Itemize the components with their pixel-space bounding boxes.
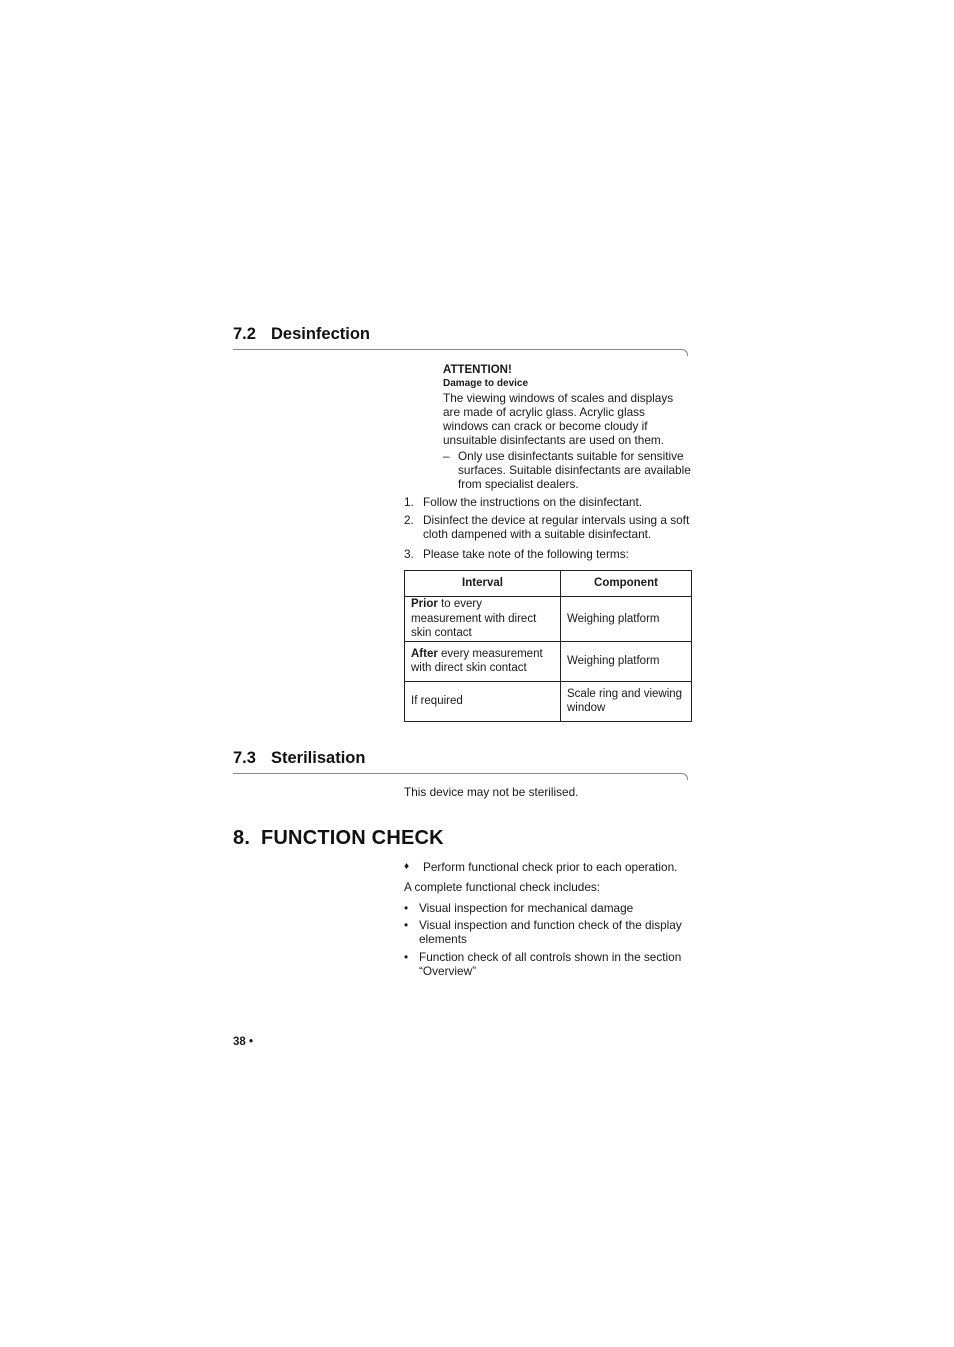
- page-number: 38 •: [233, 1036, 254, 1048]
- list-item-text: Visual inspection and function check of the display elements: [419, 918, 682, 946]
- interval-rest: every measurement with direct skin contact: [411, 647, 543, 674]
- function-check-intro: A complete functional check includes:: [404, 880, 601, 894]
- list-item: [404, 918, 694, 946]
- interval-rest: If required: [411, 694, 463, 707]
- dash-text: Only use disinfectants suitable for sensitive surfaces. Suitable disinfectants are available from specialist dealers.: [458, 449, 691, 491]
- step-2: [404, 513, 694, 541]
- step-1: [404, 495, 694, 509]
- attention-title: ATTENTION!: [443, 364, 512, 376]
- attention-text: The viewing windows of scales and displays are made of acrylic glass. Acrylic glass windows can crack or become cloudy if unsuitable disinfectants are used on them.: [443, 391, 674, 447]
- component-cell: Weighing platform: [561, 597, 692, 642]
- interval-rest: to every measurement with direct skin contact: [411, 598, 537, 639]
- interval-cell: [405, 681, 561, 721]
- table-row: [405, 641, 692, 681]
- step-text: Follow the instructions on the disinfectant.: [423, 495, 643, 509]
- function-check-instruction: [404, 860, 694, 874]
- table-row: [405, 597, 692, 642]
- section-title: Desinfection: [271, 325, 371, 343]
- section-heading-7-3: [233, 749, 365, 768]
- chapter-title: FUNCTION CHECK: [261, 827, 444, 849]
- section-number: 7.2: [233, 325, 256, 343]
- attention-subtitle: Damage to device: [443, 378, 529, 389]
- component-cell: Scale ring and viewing window: [561, 681, 692, 721]
- interval-cell: [405, 597, 561, 642]
- table-row: [405, 681, 692, 721]
- attention-block: [443, 364, 693, 491]
- instruction-text: Perform functional check prior to each operation.: [423, 860, 678, 874]
- step-number: 2.: [404, 513, 414, 527]
- step-text: Disinfect the device at regular intervals using a soft cloth dampened with a suitable disinfectant.: [423, 513, 690, 541]
- interval-bold: After: [411, 647, 438, 660]
- terms-table: [404, 570, 692, 722]
- bullet-icon: •: [404, 918, 409, 932]
- dash-marker: –: [443, 449, 450, 463]
- step-number: 3.: [404, 547, 414, 561]
- section-number: 7.3: [233, 749, 256, 767]
- step-text: Please take note of the following terms:: [423, 547, 629, 561]
- sterilisation-text: This device may not be sterilised.: [404, 785, 579, 799]
- section-rule: [233, 349, 680, 350]
- section-rule-hook: [679, 349, 688, 356]
- interval-cell: [405, 641, 561, 681]
- list-item-text: Function check of all controls shown in the section “Overview”: [419, 950, 682, 978]
- diamond-icon: ♦: [404, 861, 410, 872]
- section-rule: [233, 773, 680, 774]
- table-header-component: Component: [561, 571, 692, 597]
- bullet-icon: •: [404, 901, 409, 915]
- interval-bold: Prior: [411, 598, 438, 610]
- chapter-heading-8: [233, 827, 444, 850]
- table-header-row: [405, 571, 692, 597]
- step-number: 1.: [404, 495, 414, 509]
- list-item: [404, 950, 694, 978]
- list-item-text: Visual inspection for mechanical damage: [419, 901, 634, 915]
- section-rule-hook: [679, 773, 688, 780]
- attention-dash-item: [443, 449, 693, 491]
- bullet-icon: •: [404, 950, 409, 964]
- component-cell: Weighing platform: [561, 641, 692, 681]
- section-heading-7-2: [233, 325, 370, 344]
- list-item: [404, 901, 694, 915]
- table-header-interval: Interval: [405, 571, 561, 597]
- step-3: [404, 547, 694, 561]
- chapter-number: 8.: [233, 827, 251, 849]
- section-title: Sterilisation: [271, 749, 366, 767]
